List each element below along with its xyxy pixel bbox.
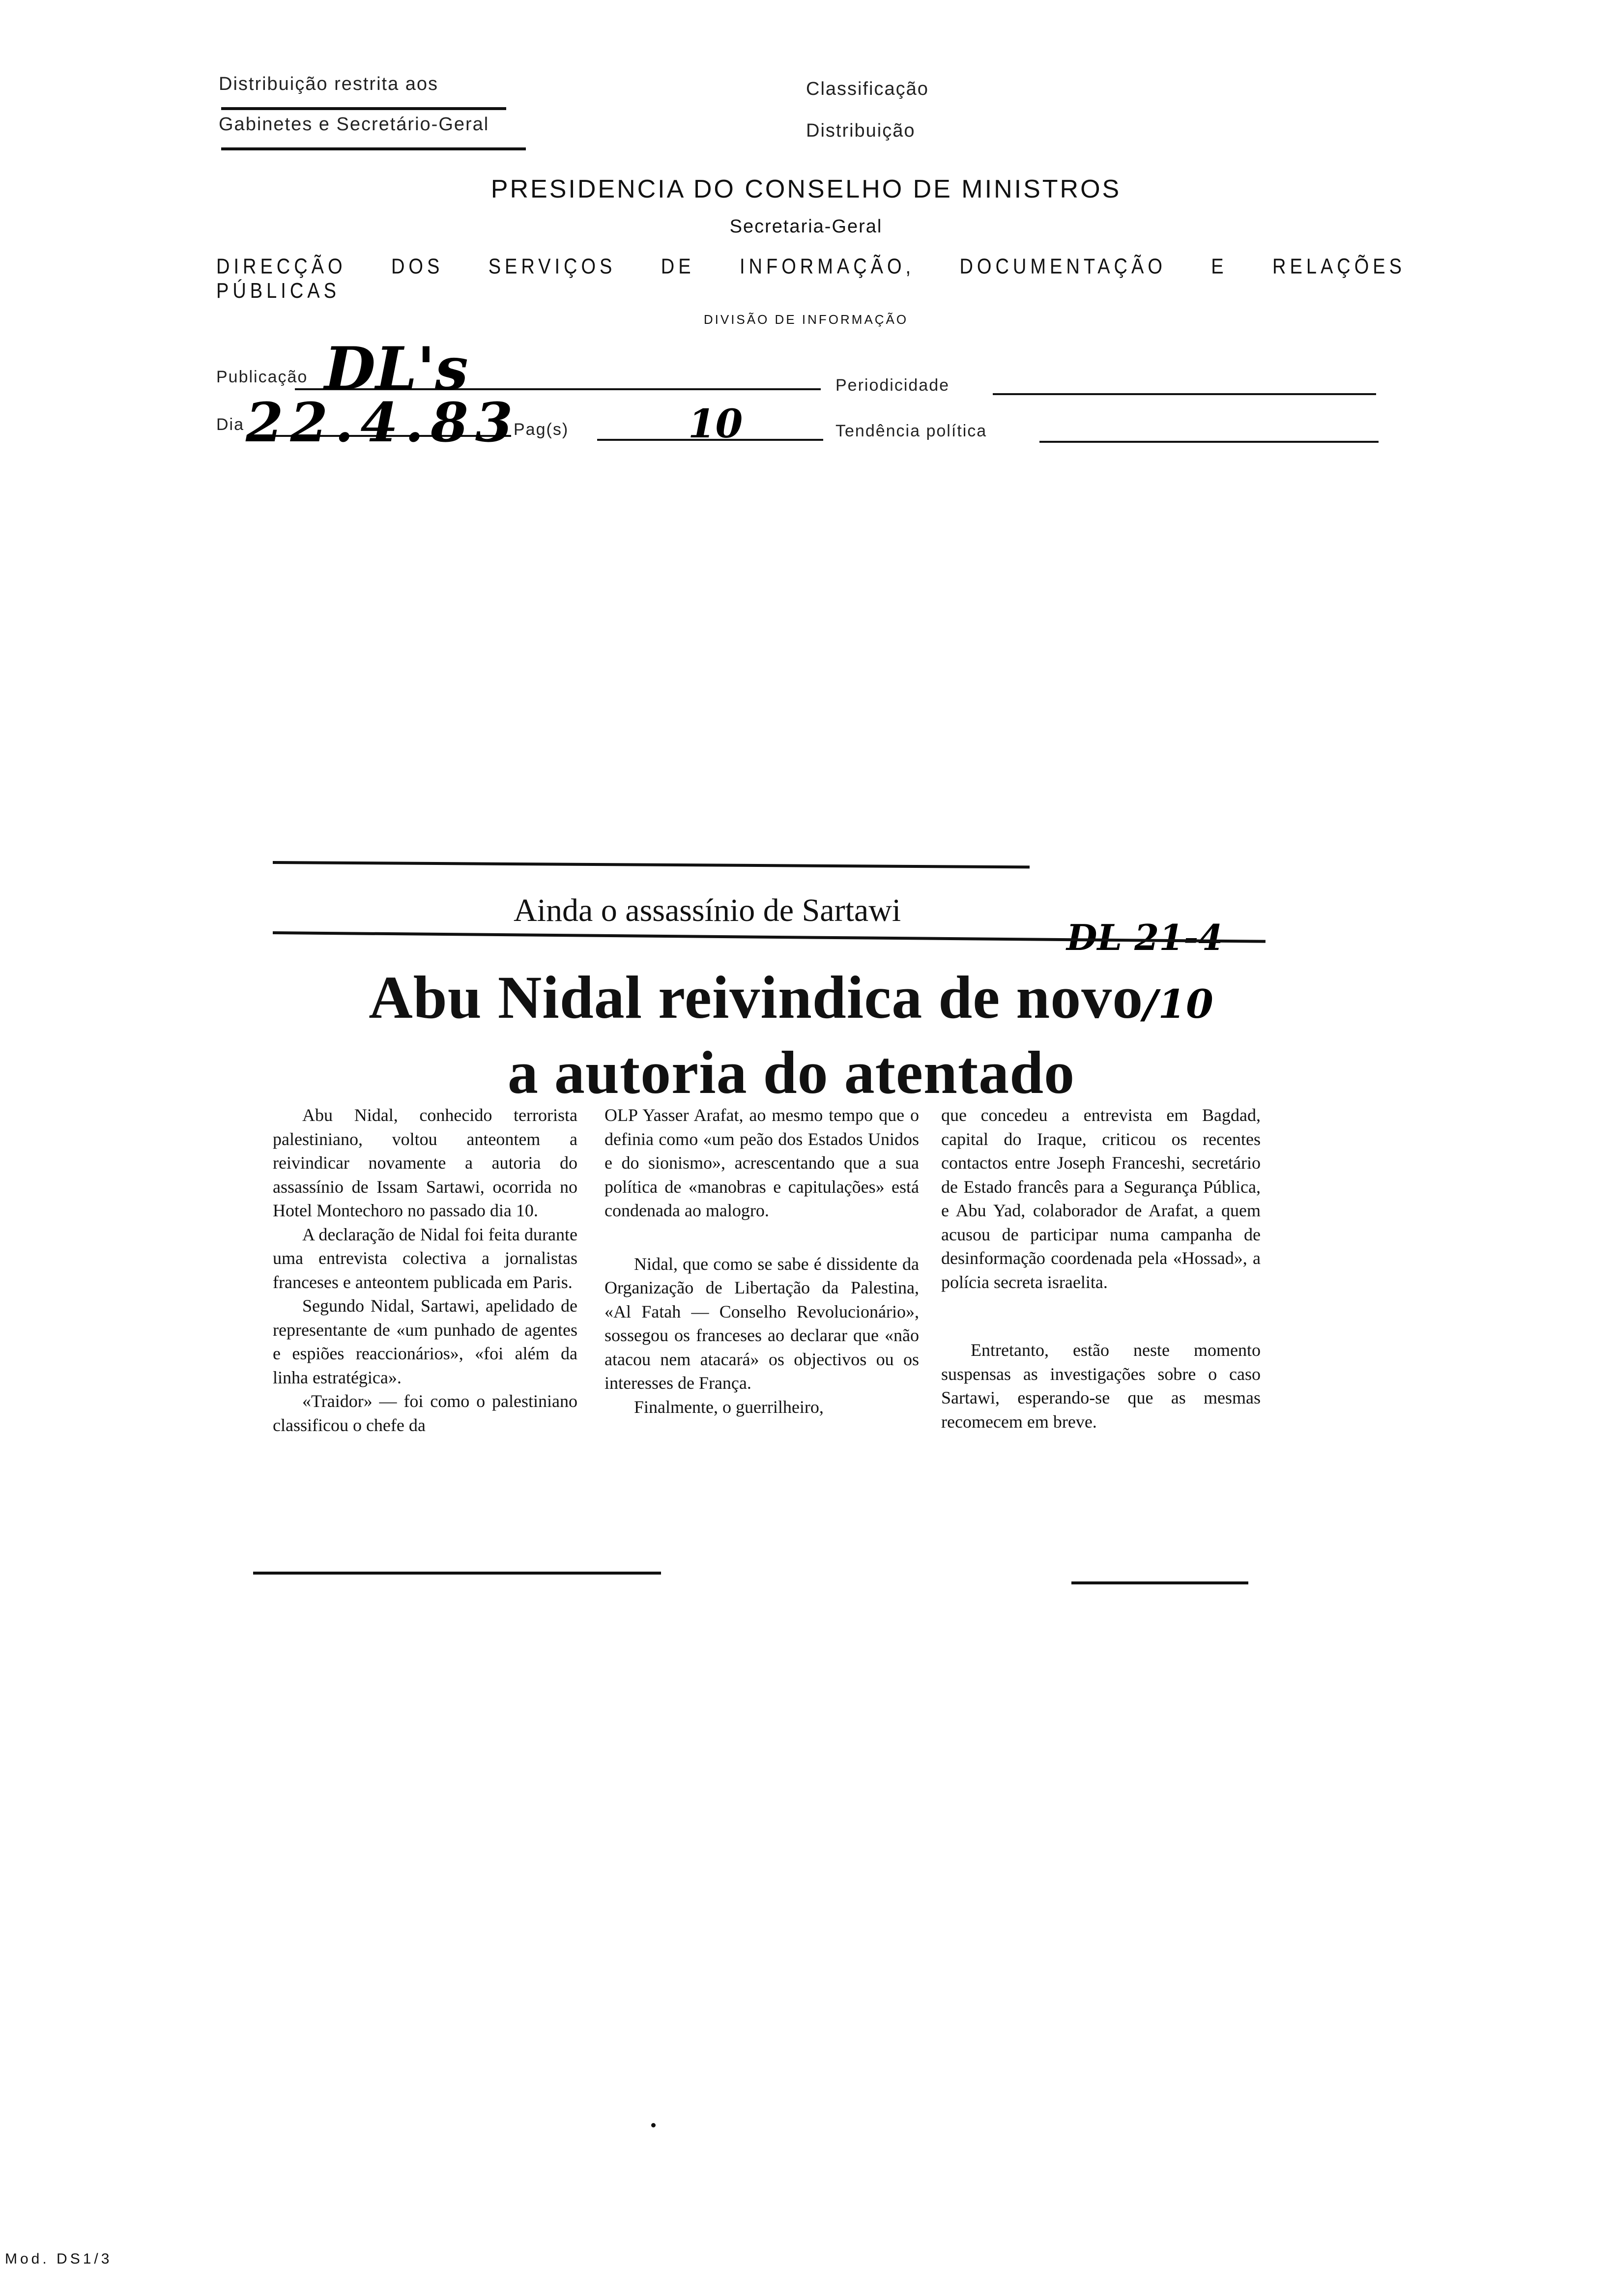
handwritten-page-note: /10: [1143, 981, 1214, 1027]
article-column-1: [273, 1103, 577, 1437]
clipping-top-rule: [273, 861, 1030, 868]
article-column-2: [604, 1103, 919, 1419]
restricted-distribution-line1: [219, 74, 494, 95]
pages-handwritten-value: 10: [688, 401, 743, 447]
paragraph: Abu Nidal, conhecido terrorista palestiniano, voltou anteontem a reivindicar novamente a autoria do assassínio de Issam Sartawi, ocorrida no Hotel Montechoro no passado dia 10.: [273, 1105, 577, 1220]
periodicity-field[interactable]: [993, 393, 1376, 395]
classification-label: Classificação: [806, 79, 929, 99]
political-tendency-field[interactable]: [1039, 441, 1379, 443]
date-handwritten-value: 22.4.83: [246, 391, 520, 454]
distribution-label: Distribuição: [806, 120, 916, 141]
spacer: [604, 1223, 919, 1252]
headline-text-1: Abu Nidal reivindica de novo: [369, 964, 1144, 1031]
headline-line-2: a autoria do atentado: [507, 1039, 1075, 1106]
date-label: Dia: [216, 415, 245, 434]
article-column-3: [941, 1103, 1261, 1434]
paragraph: OLP Yasser Arafat, ao mesmo tempo que o definia como «um peão dos Estados Unidos e do sionismo», acrescentando que a sua política de «manobras e capitulações» está condenada ao malogro.: [604, 1105, 919, 1220]
institution-subtitle: Secretaria-Geral: [729, 216, 883, 237]
clipping-bottom-rule-left: [253, 1572, 661, 1575]
paragraph: «Traidor» — foi como o palestiniano classificou o chefe da: [273, 1391, 577, 1435]
restricted-distribution-text-2: Gabinetes e Secretário-Geral: [219, 114, 489, 135]
publication-label: Publicação: [216, 368, 308, 386]
paragraph: Entretanto, estão neste momento suspensas as investigações sobre o caso Sartawi, esperando-se que as mesmas recomecem em breve.: [941, 1340, 1261, 1432]
publication-handwritten-value: DL's: [324, 334, 468, 403]
pages-label: Pag(s): [514, 420, 569, 439]
restricted-distribution-text: Distribuição restrita aos: [219, 74, 439, 94]
form-code: Mod. DS1/3: [5, 2251, 113, 2267]
restricted-distribution-line2: [219, 114, 523, 135]
underline: [221, 107, 506, 110]
stray-dot: [651, 2123, 656, 2127]
clipping-bottom-rule-right: [1071, 1581, 1248, 1584]
institution-title: PRESIDENCIA DO CONSELHO DE MINISTROS: [490, 175, 1122, 203]
political-tendency-label: Tendência política: [835, 422, 987, 440]
article-kicker: Ainda o assassínio de Sartawi: [514, 892, 901, 928]
paragraph: que concedeu a entrevista em Bagdad, capital do Iraque, criticou os recentes contactos entre Joseph Franceshi, secretário de Estado francês para a Segurança Pública, e Abu Yad, colaborador de Arafat, a quem acusou de participar numa campanha de desinformação coordenada pela «Hossad», a polícia secreta israelita.: [941, 1105, 1261, 1292]
article-headline: [275, 963, 1307, 1107]
handwritten-source-date: DL 21-4: [1066, 917, 1223, 958]
paragraph: A declaração de Nidal foi feita durante uma entrevista colectiva a jornalistas franceses e anteontem publicada em Paris.: [273, 1224, 577, 1292]
paragraph: Finalmente, o guerrilheiro,: [634, 1397, 824, 1417]
division-line: DIVISÃO DE INFORMAÇÃO: [703, 312, 909, 327]
directorate-line: DIRECÇÃO DOS SERVIÇOS DE INFORMAÇÃO, DOCUMENTAÇÃO E RELAÇÕES PÚBLICAS: [216, 255, 1406, 303]
paragraph: Segundo Nidal, Sartawi, apelidado de representante de «um punhado de agentes e espiões reaccionários», «foi além da linha estratégica».: [273, 1296, 577, 1387]
paragraph: Nidal, que como se sabe é dissidente da Organização de Libertação da Palestina, «Al Fatah — Conselho Revolucionário», sossegou os franceses ao declarar que «não atacou nem atacará» os objectivos ou os interesses de França.: [604, 1254, 919, 1393]
spacer: [941, 1294, 1261, 1338]
periodicity-label: Periodicidade: [835, 376, 950, 395]
headline-line-1: [275, 963, 1307, 1038]
underline: [221, 147, 526, 150]
